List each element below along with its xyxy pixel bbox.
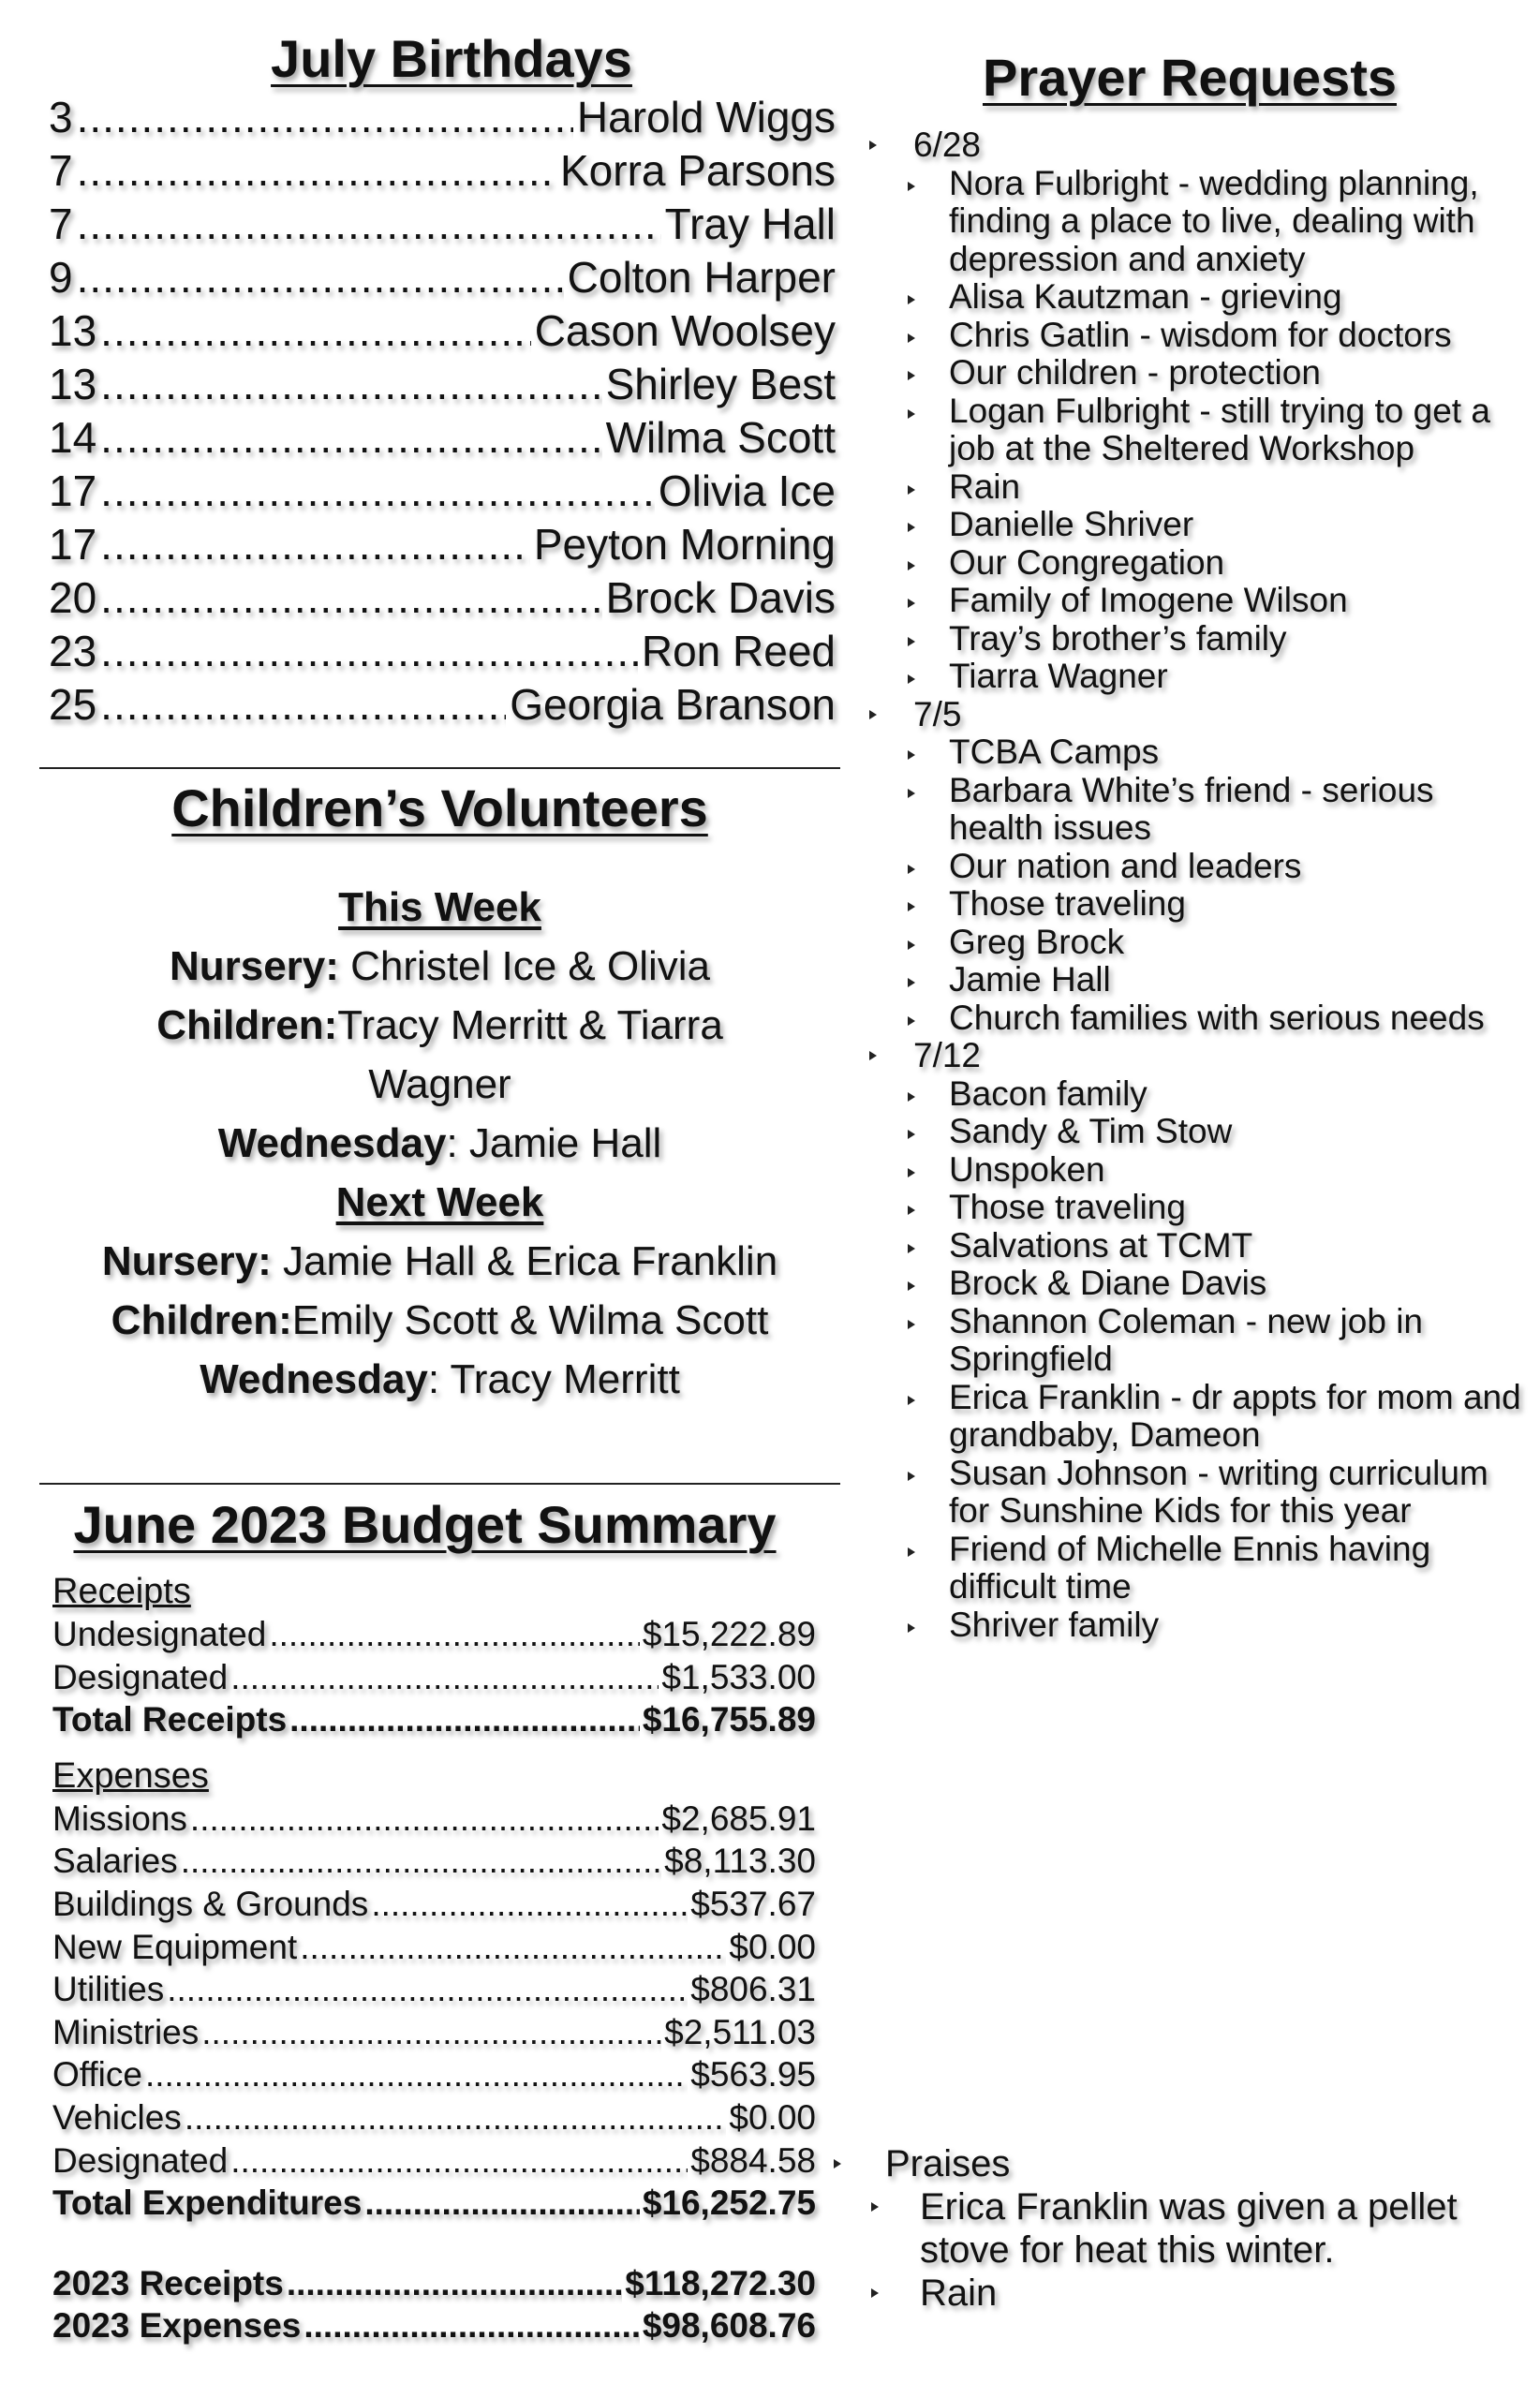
section-divider — [39, 1483, 840, 1485]
row-amount: $16,252.75 — [642, 2183, 816, 2223]
budget-row — [52, 1656, 816, 1699]
leader-dots — [201, 2011, 661, 2054]
row-amount: $2,685.91 — [661, 1798, 816, 1838]
total-receipts-row — [52, 1698, 816, 1741]
birthday-day: 25 — [49, 680, 97, 729]
birthday-name: Wilma Scott — [605, 413, 836, 462]
birthday-name: Shirley Best — [605, 360, 836, 408]
row-label: 2023 Expenses — [52, 2306, 302, 2346]
leader-dots — [100, 678, 506, 732]
receipts-heading: Receipts — [52, 1572, 191, 1611]
budget-row — [52, 1883, 816, 1926]
section-divider — [39, 767, 840, 769]
budget-row — [52, 1613, 816, 1656]
prayer-item: Shannon Coleman - new job in Springfield — [866, 1303, 1522, 1379]
row-amount: $806.31 — [690, 1970, 816, 2009]
prayer-item: Unspoken — [866, 1151, 1522, 1190]
prayer-date: 6/28 — [866, 126, 1522, 165]
prayer-date: 7/5 — [866, 696, 1522, 734]
birthday-row — [49, 198, 836, 251]
leader-dots — [77, 251, 564, 304]
birthday-list — [49, 91, 836, 732]
expenses-heading: Expenses — [52, 1755, 209, 1796]
prayer-item: Barbara White’s friend - serious health issues — [866, 772, 1522, 848]
budget-row — [52, 2053, 816, 2096]
leader-dots — [77, 91, 573, 144]
prayer-date: 7/12 — [866, 1037, 1522, 1075]
prayer-item: Jamie Hall — [866, 961, 1522, 999]
birthday-name: Georgia Branson — [510, 680, 836, 729]
row-amount: $16,755.89 — [642, 1700, 816, 1739]
row-label: Undesignated — [52, 1615, 267, 1653]
prayer-item: Greg Brock — [866, 924, 1522, 962]
birthday-row — [49, 518, 836, 571]
birthday-row — [49, 571, 836, 625]
row-amount: $8,113.30 — [664, 1842, 816, 1881]
birthday-name: Tray Hall — [664, 200, 836, 248]
prayer-item: Chris Gatlin - wisdom for doctors — [866, 317, 1522, 355]
prayer-item: Family of Imogene Wilson — [866, 582, 1522, 620]
leader-dots — [269, 1613, 639, 1656]
leader-dots — [190, 1798, 659, 1841]
birthday-row — [49, 251, 836, 304]
row-label: Designated — [52, 1657, 229, 1696]
birthday-name: Brock Davis — [605, 573, 836, 622]
volunteers-title: Children’s Volunteers — [171, 778, 708, 837]
wednesday-label: Wednesday — [200, 1356, 428, 1402]
volunteers-body — [39, 878, 840, 1409]
leader-dots — [185, 2096, 727, 2139]
prayer-item: Friend of Michelle Ennis having difficult time — [866, 1531, 1522, 1606]
row-amount: $15,222.89 — [642, 1615, 816, 1653]
budget-row — [52, 1798, 816, 1841]
birthdays-title: July Birthdays — [271, 29, 632, 88]
prayer-item: Susan Johnson - writing curriculum for Sunshine Kids for this year — [866, 1455, 1522, 1531]
birthday-day: 17 — [49, 520, 97, 569]
birthday-day: 23 — [49, 627, 97, 675]
leader-dots — [181, 1840, 661, 1883]
budget-row — [52, 2139, 816, 2183]
leader-dots — [100, 358, 601, 411]
row-label: Office — [52, 2055, 142, 2095]
leader-dots — [100, 304, 531, 358]
birthday-day: 3 — [49, 93, 73, 141]
praise-list — [834, 2185, 1508, 2315]
prayer-item: Our Congregation — [866, 544, 1522, 583]
birthday-day: 17 — [49, 466, 97, 515]
right-column — [866, 47, 1522, 1644]
row-label: New Equipment — [52, 1927, 298, 1966]
budget-row — [52, 1926, 816, 1969]
children-value: Emily Scott & Wilma Scott — [291, 1297, 769, 1343]
birthday-name: Colton Harper — [567, 253, 836, 302]
row-label: Vehicles — [52, 2097, 182, 2137]
leader-dots — [100, 571, 601, 625]
row-label: Missions — [52, 1798, 187, 1838]
row-label: 2023 Receipts — [52, 2263, 284, 2302]
children-value-cont: Wagner — [368, 1061, 511, 1107]
this-week-heading: This Week — [338, 884, 541, 930]
birthday-row — [49, 304, 836, 358]
row-amount: $0.00 — [729, 2097, 816, 2137]
row-amount: $1,533.00 — [661, 1657, 816, 1696]
birthday-row — [49, 144, 836, 198]
budget-row — [52, 1968, 816, 2011]
total-expenditures-row — [52, 2182, 816, 2225]
prayer-item: Our nation and leaders — [866, 848, 1522, 886]
budget-row — [52, 1840, 816, 1883]
budget-section — [52, 1494, 816, 2347]
prayer-item: Logan Fulbright - still trying to get a job at the Sheltered Workshop — [866, 392, 1522, 468]
budget-row — [52, 2011, 816, 2054]
year-receipts-row — [52, 2262, 816, 2305]
birthday-row — [49, 91, 836, 144]
birthday-name: Peyton Morning — [533, 520, 836, 569]
row-amount: $884.58 — [690, 2140, 816, 2180]
birthday-day: 13 — [49, 306, 97, 355]
birthday-name: Korra Parsons — [559, 146, 836, 195]
row-amount: $563.95 — [690, 2055, 816, 2095]
prayer-item: Tiarra Wagner — [866, 658, 1522, 696]
row-amount: $537.67 — [690, 1884, 816, 1923]
row-label: Total Expenditures — [52, 2183, 363, 2223]
prayer-list — [866, 126, 1522, 1644]
praise-item: Rain — [834, 2272, 1508, 2315]
leader-dots — [100, 465, 655, 518]
praises-heading: Praises — [834, 2142, 1508, 2185]
row-label: Utilities — [52, 1970, 165, 2009]
leader-dots — [100, 518, 530, 571]
row-amount: $2,511.03 — [664, 2012, 816, 2051]
budget-table — [52, 1570, 816, 2347]
birthday-name: Olivia Ice — [658, 466, 836, 515]
nursery-label: Nursery: — [101, 1238, 272, 1284]
budget-title: June 2023 Budget Summary — [73, 1495, 777, 1554]
receipts-list — [52, 1613, 816, 1698]
praises-section — [834, 2142, 1508, 2315]
prayer-item: Bacon family — [866, 1075, 1522, 1114]
prayer-title: Prayer Requests — [982, 48, 1397, 107]
birthday-row — [49, 678, 836, 732]
prayer-item: TCBA Camps — [866, 733, 1522, 772]
birthday-day: 14 — [49, 413, 97, 462]
leader-dots — [167, 1968, 688, 2011]
children-value: Tracy Merritt & Tiarra — [337, 1002, 723, 1048]
prayer-item: Shriver family — [866, 1606, 1522, 1645]
prayer-item: Church families with serious needs — [866, 999, 1522, 1038]
row-amount: $98,608.76 — [642, 2306, 816, 2346]
row-label: Salaries — [52, 1842, 178, 1881]
year-expenses-row — [52, 2304, 816, 2347]
wednesday-value: : Tracy Merritt — [427, 1356, 680, 1402]
leader-dots — [77, 198, 661, 251]
nursery-value: Christel Ice & Olivia — [338, 943, 711, 989]
leader-dots — [300, 1926, 726, 1969]
prayer-item: Nora Fulbright - wedding planning, finding a place to live, dealing with depression and anxiety — [866, 165, 1522, 279]
children-label: Children: — [156, 1002, 338, 1048]
birthday-day: 20 — [49, 573, 97, 622]
prayer-item: Brock & Diane Davis — [866, 1265, 1522, 1303]
birthday-day: 7 — [49, 200, 73, 248]
leader-dots — [100, 625, 638, 678]
prayer-item: Sandy & Tim Stow — [866, 1113, 1522, 1151]
birthday-name: Ron Reed — [641, 627, 836, 675]
prayer-item: Our children - protection — [866, 354, 1522, 392]
prayer-item: Tray’s brother’s family — [866, 620, 1522, 659]
birthday-row — [49, 465, 836, 518]
leader-dots — [230, 2139, 688, 2183]
birthday-name: Cason Woolsey — [534, 306, 836, 355]
budget-row — [52, 2096, 816, 2139]
nursery-label: Nursery: — [169, 943, 339, 989]
birthday-day: 7 — [49, 146, 73, 195]
wednesday-label: Wednesday — [217, 1120, 447, 1166]
left-column — [49, 28, 836, 732]
birthday-row — [49, 358, 836, 411]
birthday-day: 9 — [49, 253, 73, 302]
prayer-item: Those traveling — [866, 1189, 1522, 1227]
row-label: Ministries — [52, 2012, 200, 2051]
praise-item: Erica Franklin was given a pellet stove for heat this winter. — [834, 2185, 1508, 2272]
prayer-item: Danielle Shriver — [866, 506, 1522, 544]
leader-dots — [77, 144, 556, 198]
wednesday-value: : Jamie Hall — [446, 1120, 662, 1166]
row-amount: $0.00 — [729, 1927, 816, 1966]
prayer-item: Erica Franklin - dr appts for mom and grandbaby, Dameon — [866, 1379, 1522, 1455]
nursery-value: Jamie Hall & Erica Franklin — [271, 1238, 778, 1284]
prayer-item: Those traveling — [866, 885, 1522, 924]
prayer-item: Rain — [866, 468, 1522, 507]
row-label: Buildings & Grounds — [52, 1884, 369, 1923]
leader-dots — [145, 2053, 688, 2096]
leader-dots — [230, 1656, 659, 1699]
birthday-name: Harold Wiggs — [576, 93, 836, 141]
expenses-list — [52, 1798, 816, 2182]
row-label: Designated — [52, 2140, 229, 2180]
prayer-item: Alisa Kautzman - grieving — [866, 278, 1522, 317]
prayer-item: Salvations at TCMT — [866, 1227, 1522, 1266]
next-week-heading: Next Week — [335, 1179, 544, 1225]
leader-dots — [100, 411, 601, 465]
volunteers-section — [39, 777, 840, 1409]
row-label: Total Receipts — [52, 1700, 288, 1739]
birthday-row — [49, 411, 836, 465]
leader-dots — [371, 1883, 688, 1926]
birthday-row — [49, 625, 836, 678]
row-amount: $118,272.30 — [625, 2263, 816, 2302]
birthday-day: 13 — [49, 360, 97, 408]
children-label: Children: — [111, 1297, 292, 1343]
